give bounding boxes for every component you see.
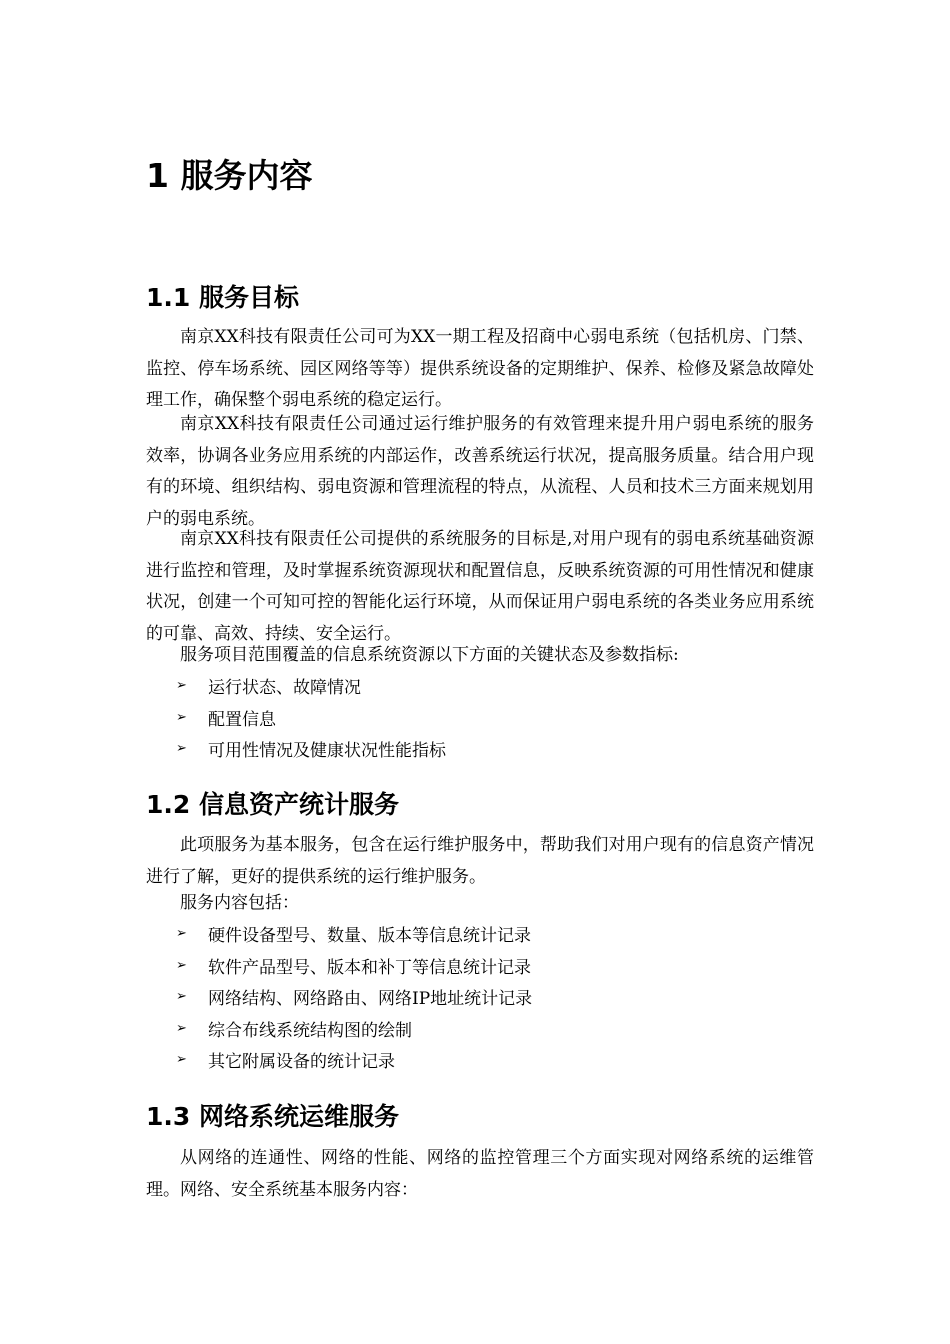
list-intro: 服务内容包括： — [180, 893, 299, 913]
arrowhead-icon: ➢ — [176, 741, 187, 757]
arrowhead-icon: ➢ — [176, 678, 187, 694]
chapter-title: 1 服务内容 — [146, 156, 313, 195]
paragraph: 此项服务为基本服务，包含在运行维护服务中，帮助我们对用户现有的信息资产情况进行了解，更好的提供系统的运行维护服务。 — [146, 835, 814, 887]
list-item: ➢ 综合布线系统结构图的绘制 — [176, 1020, 412, 1041]
list-item: ➢ 运行状态、故障情况 — [176, 678, 361, 699]
list-item: ➢ 网络结构、网络路由、网络IP地址统计记录 — [176, 989, 533, 1010]
paragraph: 南京XX科技有限责任公司可为XX一期工程及招商中心弱电系统（包括机房、门禁、监控、停车场系统、园区网络等等）提供系统设备的定期维护、保养、检修及紧急故障处理工作，确保整个弱电系统的稳定运行。 — [146, 327, 814, 410]
bullet-list — [176, 670, 446, 765]
paragraph: 南京XX科技有限责任公司提供的系统服务的目标是,对用户现有的弱电系统基础资源进行监控和管理，及时掌握系统资源现状和配置信息，反映系统资源的可用性情况和健康状况，创建一个可知可控的智能化运行环境，从而保证用户弱电系统的各类业务应用系统的可靠、高效、持续、安全运行。 — [146, 529, 814, 644]
paragraph: 从网络的连通性、网络的性能、网络的监控管理三个方面实现对网络系统的运维管理。网络、安全系统基本服务内容： — [146, 1148, 814, 1200]
list-item: ➢ 其它附属设备的统计记录 — [176, 1052, 395, 1073]
section-title-1-3: 1.3 网络系统运维服务 — [146, 1102, 399, 1131]
list-intro: 服务项目范围覆盖的信息系统资源以下方面的关键状态及参数指标: — [180, 645, 679, 665]
arrowhead-icon: ➢ — [176, 957, 187, 973]
list-item: ➢ 可用性情况及健康状况性能指标 — [176, 741, 446, 762]
arrowhead-icon: ➢ — [176, 1052, 187, 1068]
arrowhead-icon: ➢ — [176, 709, 187, 725]
arrowhead-icon: ➢ — [176, 926, 187, 942]
arrowhead-icon: ➢ — [176, 989, 187, 1005]
list-item: ➢ 硬件设备型号、数量、版本等信息统计记录 — [176, 926, 531, 947]
list-item: ➢ 配置信息 — [176, 709, 276, 730]
bullet-list — [176, 918, 532, 1076]
arrowhead-icon: ➢ — [176, 1020, 187, 1036]
section-title-1-1: 1.1 服务目标 — [146, 283, 299, 312]
list-item: ➢ 软件产品型号、版本和补丁等信息统计记录 — [176, 957, 531, 978]
section-title-1-2: 1.2 信息资产统计服务 — [146, 790, 399, 819]
paragraph: 南京XX科技有限责任公司通过运行维护服务的有效管理来提升用户弱电系统的服务效率，协调各业务应用系统的内部运作，改善系统运行状况，提高服务质量。结合用户现有的环境、组织结构、弱电资源和管理流程的特点，从流程、人员和技术三方面来规划用户的弱电系统。 — [146, 414, 814, 529]
